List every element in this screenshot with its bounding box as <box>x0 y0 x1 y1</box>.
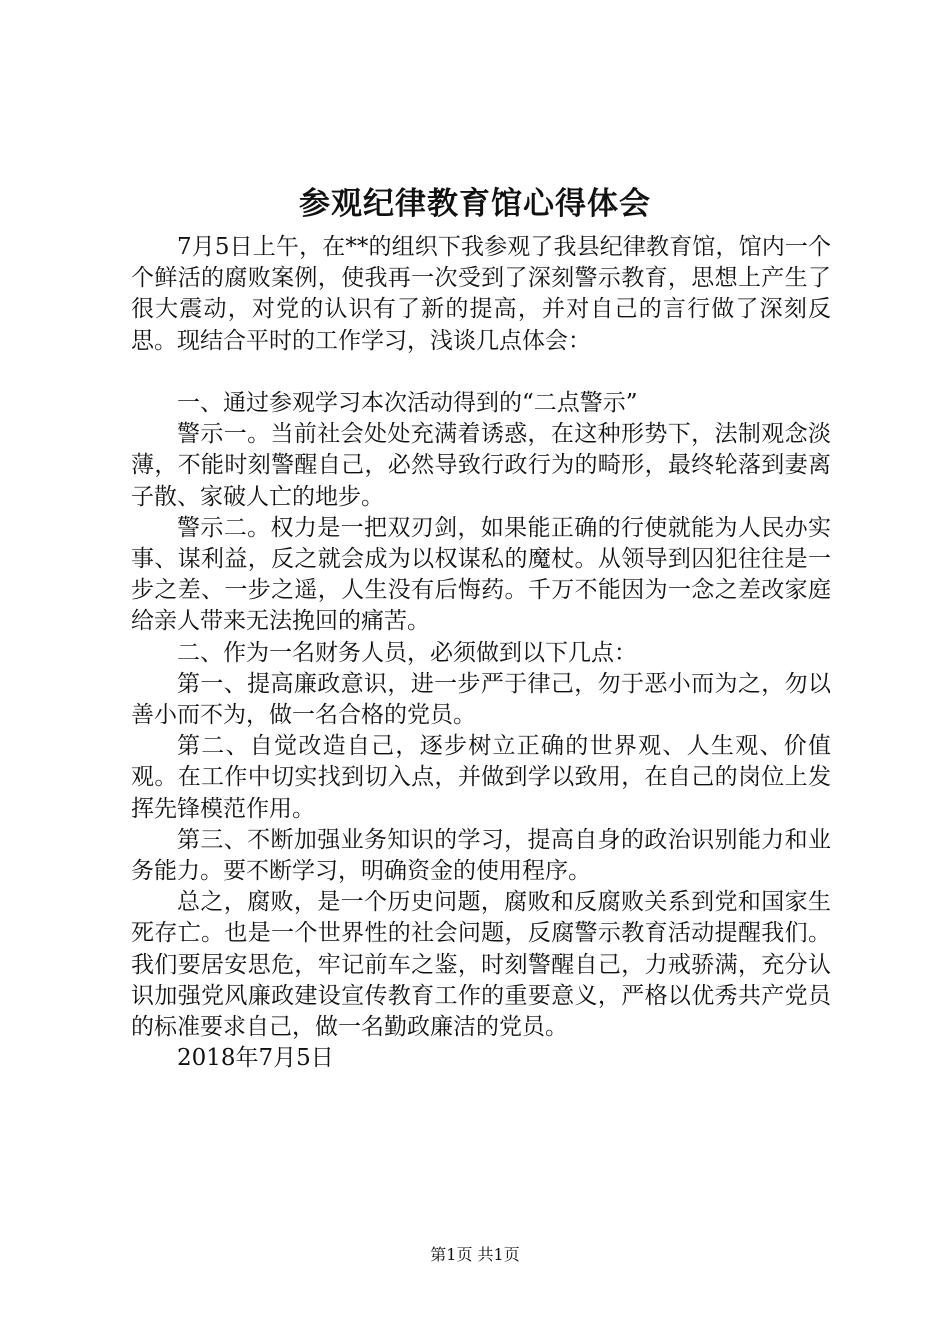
paragraph-intro: 7月5日上午，在**的组织下我参观了我县纪律教育馆，馆内一个个鲜活的腐败案例，使我再一次受到了深刻警示教育，思想上产生了很大震动，对党的认识有了新的提高，并对自己的言行做了深刻反思。现结合平时的工作学习，浅谈几点体会： <box>131 234 831 354</box>
document-title: 参观纪律教育馆心得体会 <box>299 186 651 222</box>
document-date: 2018年7月5日 <box>177 1045 334 1072</box>
paragraph-warning-2: 警示二。权力是一把双刃剑，如果能正确的行使就能为人民办实事、谋利益，反之就会成为以权谋私的魔杖。从领导到囚犯往往是一步之差、一步之遥，人生没有后悔药。千万不能因为一念之差改家庭给亲人带来无法挽回的痛苦。 <box>131 514 831 635</box>
page-footer: 第1页 共1页 <box>430 1245 520 1264</box>
section-heading-2: 二、作为一名财务人员，必须做到以下几点： <box>177 639 637 666</box>
paragraph-point-1: 第一、提高廉政意识，进一步严于律己，勿于恶小而为之，勿以善小而不为，做一名合格的党员。 <box>131 670 831 729</box>
document-body <box>131 232 831 1074</box>
blank-line <box>131 357 831 388</box>
paragraph-point-2: 第二、自觉改造自己，逐步树立正确的世界观、人生观、价值观。在工作中切实找到切入点，并做到学以致用，在自己的岗位上发挥先锋模范作用。 <box>131 733 831 822</box>
paragraph-warning-1: 警示一。当前社会处处充满着诱惑，在这种形势下，法制观念淡薄，不能时刻警醒自己，必然导致行政行为的畸形，最终轮落到妻离子散、家破人亡的地步。 <box>131 421 831 510</box>
paragraph-conclusion: 总之，腐败，是一个历史问题，腐败和反腐败关系到党和国家生死存亡。也是一个世界性的社会问题，反腐警示教育活动提醒我们。我们要居安思危，牢记前车之鉴，时刻警醒自己，力戒骄满，充分认识加强党风廉政建设宣传教育工作的重要意义，严格以优秀共产党员的标准要求自己，做一名勤政廉洁的党员。 <box>131 889 831 1041</box>
paragraph-point-3: 第三、不断加强业务知识的学习，提高自身的政治识别能力和业务能力。要不断学习，明确资金的使用程序。 <box>131 826 831 885</box>
section-heading-1: 一、通过参观学习本次活动得到的“二点警示” <box>177 390 638 416</box>
